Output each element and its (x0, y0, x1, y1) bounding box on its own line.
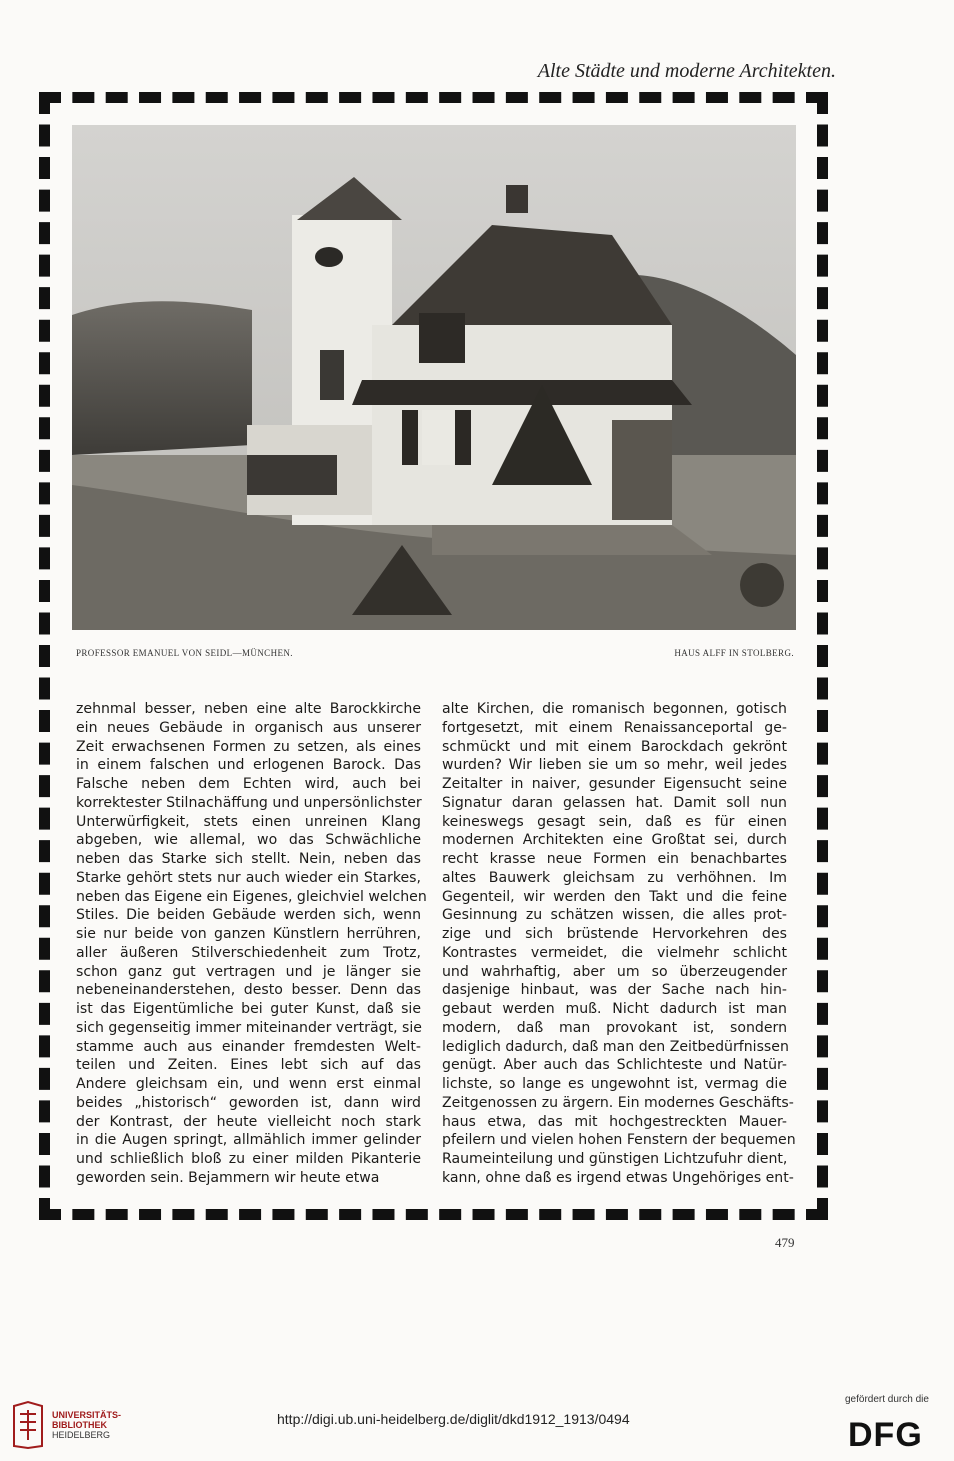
text-line: und schließlich bloß zu einer milden Pikanterie (76, 1151, 421, 1167)
text-line: zehnmal besser, neben eine alte Barockkirche (76, 701, 421, 717)
text-line: lediglich dadurch, daß man den Zeitbedürfnissen (442, 1038, 789, 1055)
text-line: schon ganz gut vertragen und je länger sie (76, 963, 421, 980)
library-line-3: HEIDELBERG (52, 1430, 111, 1440)
text-line: haus etwa, das mit hochgestreckten Mauer- (442, 1113, 787, 1130)
text-line: Kontrastes vermeidet, die vielmehr schlicht (442, 944, 787, 961)
text-line: neben das Starke sich stellt. Nein, neben das (76, 851, 421, 867)
text-line: ein neues Gebäude in organisch aus unserer (76, 719, 421, 736)
text-line: Signatur daran gelassen hat. Damit soll nun (442, 794, 787, 811)
text-line: Zeitgenossen zu ärgern. Ein modernes Geschäfts- (442, 1094, 794, 1111)
text-line: zige und sich brüstende Hervorkehren des (442, 926, 787, 942)
text-column-right (442, 700, 796, 1188)
text-line: Zeit erwachsenen Formen zu setzen, als eines (76, 738, 421, 755)
library-line-2: BIBLIOTHEK (52, 1420, 107, 1430)
text-column-left (76, 700, 427, 1188)
text-line: nebeneinanderstehen, desto besser. Denn das (76, 982, 421, 999)
text-line: alte Kirchen, die romanisch begonnen, gotisch (442, 701, 787, 717)
library-line-1: UNIVERSITÄTS- (52, 1410, 122, 1420)
text-line: recht krasse neue Formen ein benachbartes (442, 851, 787, 867)
text-line: in die Augen springt, allmählich immer gelinder (76, 1132, 421, 1149)
photo-caption-right: HAUS ALFF IN STOLBERG. (674, 648, 794, 658)
text-line: Gesinnung zu schätzen wissen, die alles prot- (442, 907, 787, 924)
text-line: lichste, so lange es ungewohnt ist, vermag die (442, 1076, 787, 1092)
house-photo-illustration (72, 125, 796, 630)
text-line: dasjenige hinbaut, was der Sache nach hin- (442, 982, 787, 999)
university-library-logo-icon (10, 1400, 46, 1450)
text-line: modern, daß man provokant ist, sondern (442, 1019, 787, 1036)
text-line: Falsche neben dem Echten wird, auch bei (76, 776, 421, 792)
page-number: 479 (775, 1235, 795, 1250)
text-line: sie nur beide von ganzen Künstlern herrühren, (76, 926, 421, 942)
text-line: altes Bauwerk gleichsam zu verhöhnen. Im (442, 869, 787, 886)
running-head: Alte Städte und moderne Architekten. (537, 60, 836, 82)
text-line: Unterwürfigkeit, stets einen unreinen Klang (76, 813, 421, 830)
photo-caption-left: PROFESSOR EMANUEL VON SEIDL—MÜNCHEN. (76, 648, 293, 658)
text-line: der Kontrast, der heute vielleicht noch stark (76, 1113, 421, 1130)
text-line: gebaut werden muß. Nicht dadurch ist man (442, 1001, 787, 1017)
text-line: und wahrhaftig, aber um so überzeugender (442, 963, 787, 980)
text-line: Andere gleichsam ein, und wenn erst einmal (76, 1076, 421, 1092)
text-line: pfeilern und vielen hohen Fenstern der bequemen (442, 1132, 796, 1149)
text-line: Starke gehört stets nur auch wieder ein Starkes, (76, 869, 421, 886)
text-line: fortgesetzt, mit einem Renaissanceportal ge- (442, 719, 787, 736)
dfg-logo: DFG (848, 1416, 923, 1454)
text-line: modernen Architekten eine Großtat sei, durch (442, 832, 787, 849)
text-line: neben das Eigene ein Eigenes, gleichviel welchen (76, 888, 427, 905)
text-line: Gegenteil, wir werden den Takt und die feine (442, 888, 787, 905)
text-line: Stiles. Die beiden Gebäude werden sich, wenn (76, 907, 421, 924)
text-line: ist das Eigentümliche bei guter Kunst, daß sie (76, 1001, 421, 1017)
text-line: Raumeinteilung und günstigen Lichtzufuhr dient, (442, 1151, 788, 1167)
text-line: wurden? Wir lieben sie um so mehr, weil jedes (442, 757, 787, 774)
text-line: Zeitalter in naiver, gesunder Eigensucht seine (442, 776, 787, 792)
text-line: genügt. Aber auch das Schlichteste und Natür- (442, 1057, 787, 1074)
text-line: abgeben, wie allemal, wo das Schwächliche (76, 832, 421, 849)
text-line: stamme auch aus einander fremdesten Welt- (76, 1038, 421, 1055)
text-line: korrektester Stilnachäffung und unpersönlichster (76, 794, 422, 811)
text-line: kann, ohne daß es irgend etwas Ungehöriges ent- (442, 1169, 794, 1186)
source-url-link[interactable]: http://digi.ub.uni-heidelberg.de/diglit/dkd1912_1913/0494 (277, 1411, 630, 1427)
text-line: aller äußeren Stilverschiedenheit zum Trotz, (76, 944, 421, 961)
text-line: teilen und Zeiten. Eines lebt sich auf das (76, 1057, 421, 1074)
house-photograph (72, 125, 796, 630)
ornamental-frame (39, 92, 828, 1220)
text-line: keineswegs gesagt sein, daß es für einen (442, 813, 787, 830)
text-line: sich gegenseitig immer miteinander verträgt, sie (76, 1019, 422, 1036)
text-line: geworden sein. Bejammern wir heute etwa (76, 1169, 380, 1186)
footer (0, 1388, 954, 1461)
text-line: schmückt und mit einem Barockdach gekrönt (442, 738, 787, 755)
text-line: in einem falschen und erlogenen Barock. Das (76, 757, 421, 774)
funding-note: gefördert durch die (845, 1394, 929, 1405)
library-name (52, 1410, 121, 1440)
text-line: beides „historisch“ geworden ist, dann wird (76, 1094, 421, 1111)
